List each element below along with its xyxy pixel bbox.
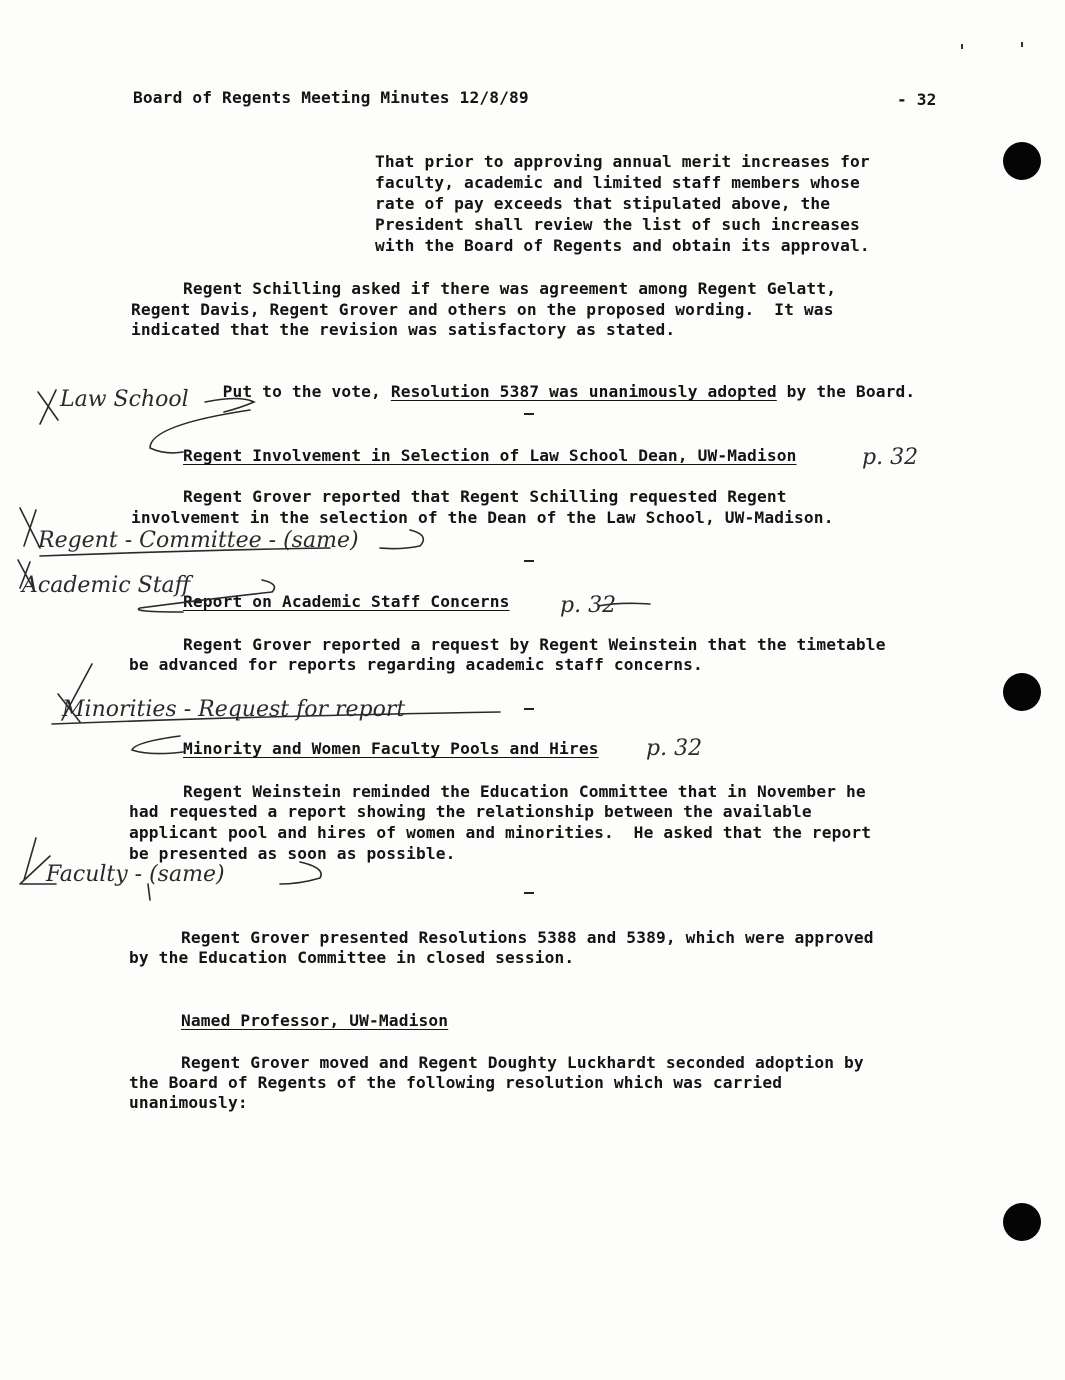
handwritten-bracket (150, 410, 250, 453)
heading-academic-staff: Report on Academic Staff Concerns (183, 592, 510, 611)
paragraph-line: applicant pool and hires of women and minorities. He asked that the report (129, 823, 872, 842)
handwritten-x-mark (38, 390, 58, 424)
heading-named-professor: Named Professor, UW-Madison (181, 1011, 449, 1030)
handwritten-arrow (138, 580, 274, 612)
paragraph-line: by the Education Committee in closed session. (129, 948, 575, 967)
resolution-text-line: President shall review the list of such increases (375, 215, 860, 234)
vote-suffix: by the Board. (776, 382, 916, 401)
handwritten-page-ref: p. 32 (862, 445, 919, 470)
handwritten-x-mark (58, 664, 92, 722)
handwritten-note: Faculty - (same) (46, 862, 225, 887)
handwritten-mark (148, 884, 150, 900)
paragraph-line: Regent Schilling asked if there was agreement among Regent Gelatt, (183, 279, 837, 298)
paragraph-line: Regent Grover reported a request by Regent Weinstein that the timetable (183, 635, 886, 654)
handwritten-page-ref: p. 32 (646, 736, 703, 761)
handwritten-note: Law School (60, 387, 189, 412)
paragraph-line: unanimously: (129, 1093, 248, 1112)
paragraph-line: be advanced for reports regarding academic staff concerns. (129, 655, 703, 674)
handwritten-note: Regent - Committee - (same) (38, 528, 359, 553)
handwritten-underline (40, 548, 330, 556)
handwritten-bracket (380, 530, 423, 549)
paragraph-line: Regent Davis, Regent Grover and others on the proposed wording. It was (131, 300, 834, 319)
paragraph-line: Regent Grover moved and Regent Doughty Luckhardt seconded adoption by (181, 1053, 864, 1072)
header-title: Board of Regents Meeting Minutes 12/8/89 (133, 88, 529, 107)
handwritten-bracket (280, 862, 321, 884)
paragraph-line: indicated that the revision was satisfactory as stated. (131, 320, 676, 339)
resolution-text-line: with the Board of Regents and obtain its approval. (375, 236, 870, 255)
handwritten-x-mark (20, 838, 56, 884)
paragraph-line: had requested a report showing the relationship between the available (129, 802, 812, 821)
paragraph-line: be presented as soon as possible. (129, 844, 456, 863)
vote-underlined: Resolution 5387 was unanimously adopted (390, 382, 777, 401)
handwritten-page-ref: p. 32 (560, 593, 617, 618)
paragraph-line: the Board of Regents of the following resolution which was carried (129, 1073, 783, 1092)
handwritten-bracket (132, 736, 183, 754)
resolution-text-line: rate of pay exceeds that stipulated above, the (375, 194, 831, 213)
handwritten-x-mark (20, 508, 40, 548)
heading-law-school: Regent Involvement in Selection of Law School Dean, UW-Madison (183, 446, 797, 465)
resolution-text-line: That prior to approving annual merit increases for (375, 152, 870, 171)
paragraph-line: Regent Weinstein reminded the Education Committee that in November he (183, 782, 866, 801)
handwritten-note: Minorities - Request for report (62, 697, 406, 722)
resolution-text-line: faculty, academic and limited staff members whose (375, 173, 860, 192)
vote-prefix: Put to the vote, (222, 382, 391, 401)
page-number: - 32 (897, 90, 937, 109)
handwritten-note: Academic Staff (22, 573, 191, 598)
handwritten-underline (52, 712, 500, 724)
handwritten-flourish (598, 603, 650, 606)
paragraph-line: Regent Grover presented Resolutions 5388 and 5389, which were approved (181, 928, 874, 947)
handwritten-x-mark (18, 560, 34, 590)
heading-minority-faculty: Minority and Women Faculty Pools and Hires (183, 739, 599, 758)
paragraph-line: Regent Grover reported that Regent Schilling requested Regent (183, 487, 787, 506)
paragraph-line: involvement in the selection of the Dean of the Law School, UW-Madison. (131, 508, 834, 527)
